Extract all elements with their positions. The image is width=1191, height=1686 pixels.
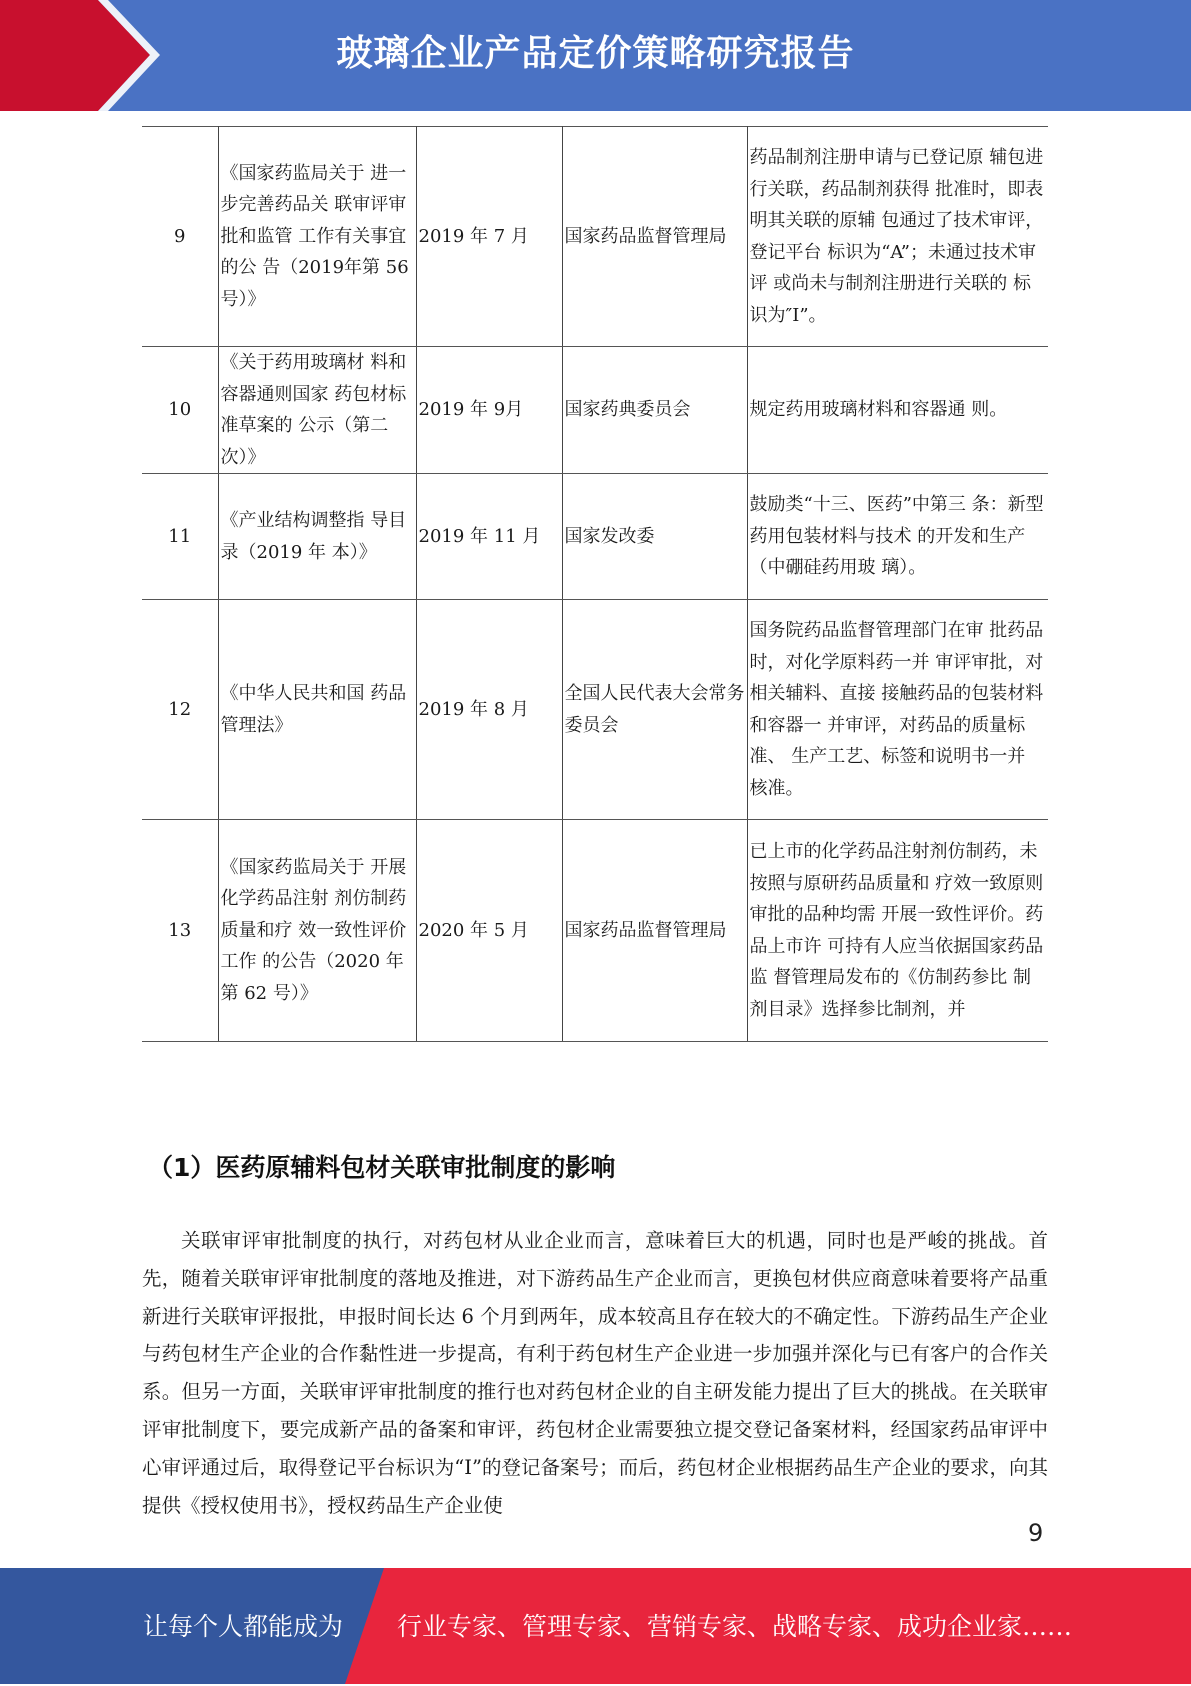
policy-content: 药品制剂注册申请与已登记原 辅包进行关联，药品制剂获得 批准时，即表明其关联的原辅 包通过了技术审评，登记平台 标识为“A”；未通过技术审评 或尚未与制剂注册进行关联的 标识为″I”。: [747, 127, 1048, 347]
issuing-agency: 国家药品监督管理局: [562, 820, 747, 1042]
document-name: 《关于药用玻璃材 料和容器通则国家 药包材标准草案的 公示（第二次）》: [218, 347, 416, 474]
policy-content: 鼓励类“十三、医药”中第三 条：新型药用包装材料与技术 的开发和生产（中硼硅药用玻 璃）。: [747, 474, 1048, 600]
document-name: 《产业结构调整指 导目录（2019 年 本）》: [218, 474, 416, 600]
issue-date: 2019 年 8 月: [416, 600, 562, 820]
table-row: [142, 820, 1048, 1042]
policy-table: [142, 126, 1048, 1042]
policy-content: 国务院药品监督管理部门在审 批药品时，对化学原料药一并 审评审批，对相关辅料、直接 接触药品的包装材料和容器一 并审评，对药品的质量标准、 生产工艺、标签和说明书一并 核准。: [747, 600, 1048, 820]
issue-date: 2019 年 9月: [416, 347, 562, 474]
issuing-agency: 全国人民代表大会常务委员会: [562, 600, 747, 820]
issue-date: 2020 年 5 月: [416, 820, 562, 1042]
document-name: 《国家药监局关于 进一步完善药品关 联审评审批和监管 工作有关事宜的公 告（2019年第 56 号）》: [218, 127, 416, 347]
row-number: 12: [142, 600, 218, 820]
issuing-agency: 国家药品监督管理局: [562, 127, 747, 347]
report-title: 玻璃企业产品定价策略研究报告: [336, 33, 855, 74]
issue-date: 2019 年 11 月: [416, 474, 562, 600]
issuing-agency: 国家发改委: [562, 474, 747, 600]
policy-content: 规定药用玻璃材料和容器通 则。: [747, 347, 1048, 474]
footer-slogan-left: 让每个人都能成为: [143, 1612, 344, 1641]
row-number: 13: [142, 820, 218, 1042]
issuing-agency: 国家药典委员会: [562, 347, 747, 474]
section-heading: （1）医药原辅料包材关联审批制度的影响: [148, 1153, 616, 1182]
body-paragraph: 关联审评审批制度的执行，对药包材从业企业而言，意味着巨大的机遇，同时也是严峻的挑战。首先，随着关联审评审批制度的落地及推进，对下游药品生产企业而言，更换包材供应商意味着要将产品重新进行关联审评报批，申报时间长达 6 个月到两年，成本较高且存在较大的不确定性。下游药品生产企业与药包材生产企业的合作黏性进一步提高，有利于药包材生产企业进一步加强并深化与已有客户的合作关系。但另一方面，关联审评审批制度的推行也对药包材企业的自主研发能力提出了巨大的挑战。在关联审评审批制度下，要完成新产品的备案和审评，药包材企业需要独立提交登记备案材料，经国家药品审评中心审评通过后，取得登记平台标识为“I”的登记备案号；而后，药包材企业根据药品生产企业的要求，向其提供《授权使用书》，授权药品生产企业使: [142, 1229, 1048, 1517]
row-number: 11: [142, 474, 218, 600]
table-row: [142, 347, 1048, 474]
row-number: 9: [142, 127, 218, 347]
policy-content: 已上市的化学药品注射剂仿制药，未按照与原研药品质量和 疗效一致原则审批的品种均需 开展一致性评价。药品上市许 可持有人应当依据国家药品监 督管理局发布的《仿制药参比 制剂目录》选择参比制剂，并: [747, 820, 1048, 1042]
row-number: 10: [142, 347, 218, 474]
table-row: [142, 127, 1048, 347]
page-number: 9: [1028, 1519, 1044, 1547]
page-header: [0, 0, 1191, 111]
table-row: [142, 474, 1048, 600]
issue-date: 2019 年 7 月: [416, 127, 562, 347]
footer-slogan-right: 行业专家、管理专家、营销专家、战略专家、成功企业家……: [397, 1612, 1073, 1641]
page-footer: [0, 1568, 1191, 1684]
document-name: 《国家药监局关于 开展化学药品注射 剂仿制药质量和疗 效一致性评价工作 的公告（2020 年第 62 号）》: [218, 820, 416, 1042]
table-row: [142, 600, 1048, 820]
document-name: 《中华人民共和国 药品管理法》: [218, 600, 416, 820]
